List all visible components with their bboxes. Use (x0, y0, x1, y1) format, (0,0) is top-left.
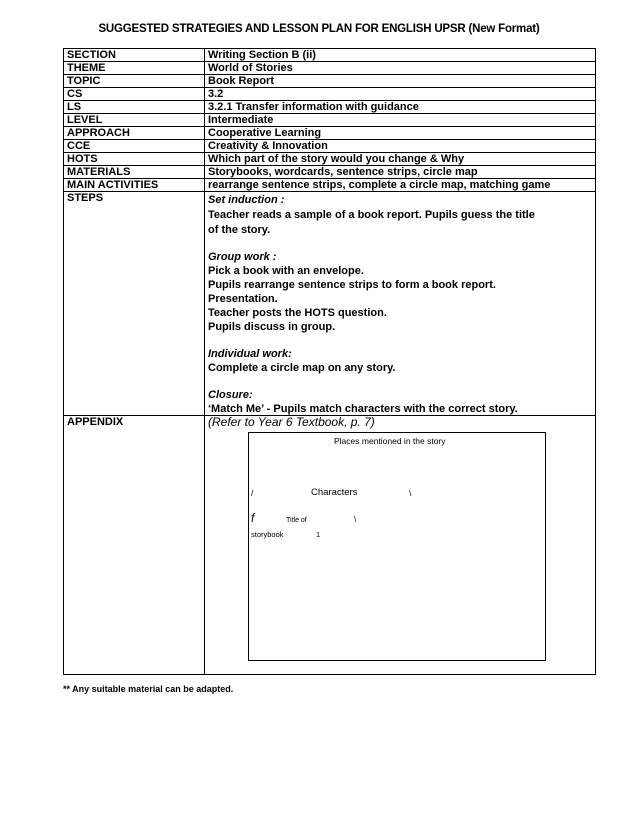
group-work-line: Pick a book with an envelope. (208, 265, 364, 277)
row-label-cce: CCE (64, 140, 205, 153)
closure-heading: Closure: (208, 389, 253, 401)
table-row (64, 88, 596, 101)
circle-map-f-mark: f (251, 511, 255, 525)
circle-map-backslash-inner: \ (354, 514, 357, 524)
table-row (64, 101, 596, 114)
circle-map-storybook-label: storybook (251, 530, 284, 539)
row-label-hots: HOTS (64, 153, 205, 166)
table-row (64, 49, 596, 62)
row-value-theme: World of Stories (205, 62, 596, 75)
circle-map-box (248, 432, 546, 661)
set-induction-line: Teacher reads a sample of a book report. Pupils guess the title (208, 209, 535, 221)
table-row (64, 166, 596, 179)
table-row (64, 192, 596, 416)
table-row (64, 127, 596, 140)
circle-map-title-of-label: Title of (286, 517, 307, 524)
row-label-ls: LS (64, 101, 205, 114)
table-row (64, 140, 596, 153)
table-row (64, 114, 596, 127)
circle-map-characters-label: Characters (311, 487, 358, 498)
individual-work-heading: Individual work: (208, 348, 292, 360)
row-value-cce: Creativity & Innovation (205, 140, 596, 153)
row-value-topic: Book Report (205, 75, 596, 88)
individual-work-line: Complete a circle map on any story. (208, 362, 396, 374)
row-label-materials: MATERIALS (64, 166, 205, 179)
row-value-cs: 3.2 (205, 88, 596, 101)
group-work-line: Pupils rearrange sentence strips to form a book report. (208, 279, 496, 291)
row-value-hots: Which part of the story would you change & Why (205, 153, 596, 166)
row-label-topic: TOPIC (64, 75, 205, 88)
row-value-level: Intermediate (205, 114, 596, 127)
appendix-reference-note: (Refer to Year 6 Textbook, p. 7) (208, 415, 375, 429)
circle-map-backslash-right: \ (409, 488, 412, 498)
row-value-materials: Storybooks, wordcards, sentence strips, circle map (205, 166, 596, 179)
row-value-section: Writing Section B (ii) (205, 49, 596, 62)
group-work-line: Pupils discuss in group. (208, 321, 336, 333)
circle-map-one-mark: 1 (316, 530, 321, 539)
row-value-main-activities: rearrange sentence strips, complete a circle map, matching game (205, 179, 596, 192)
table-row (64, 62, 596, 75)
circle-map-slash-left: / (251, 488, 254, 498)
lesson-plan-table (63, 48, 596, 675)
row-label-approach: APPROACH (64, 127, 205, 140)
table-row (64, 75, 596, 88)
set-induction-heading: Set induction : (208, 194, 285, 206)
steps-content (205, 192, 596, 416)
document-title: SUGGESTED STRATEGIES AND LESSON PLAN FOR ENGLISH UPSR (New Format) (98, 23, 540, 35)
footer-note: ** Any suitable material can be adapted. (63, 684, 234, 694)
circle-map-outer-label: Places mentioned in the story (334, 436, 446, 446)
group-work-line: Teacher posts the HOTS question. (208, 307, 387, 319)
group-work-heading: Group work : (208, 251, 277, 263)
appendix-area (205, 416, 595, 674)
row-value-approach: Cooperative Learning (205, 127, 596, 140)
row-label-cs: CS (64, 88, 205, 101)
group-work-line: Presentation. (208, 293, 278, 305)
row-label-appendix: APPENDIX (64, 416, 205, 675)
appendix-content (205, 416, 596, 675)
row-label-level: LEVEL (64, 114, 205, 127)
row-value-ls: 3.2.1 Transfer information with guidance (205, 101, 596, 114)
table-row (64, 416, 596, 675)
table-row (64, 153, 596, 166)
table-row (64, 179, 596, 192)
row-label-steps: STEPS (64, 192, 205, 416)
set-induction-line: of the story. (208, 224, 271, 236)
row-label-section: SECTION (64, 49, 205, 62)
closure-line: ‘Match Me’ - Pupils match characters with the correct story. (208, 403, 518, 415)
row-label-main-activities: MAIN ACTIVITIES (64, 179, 205, 192)
row-label-theme: THEME (64, 62, 205, 75)
